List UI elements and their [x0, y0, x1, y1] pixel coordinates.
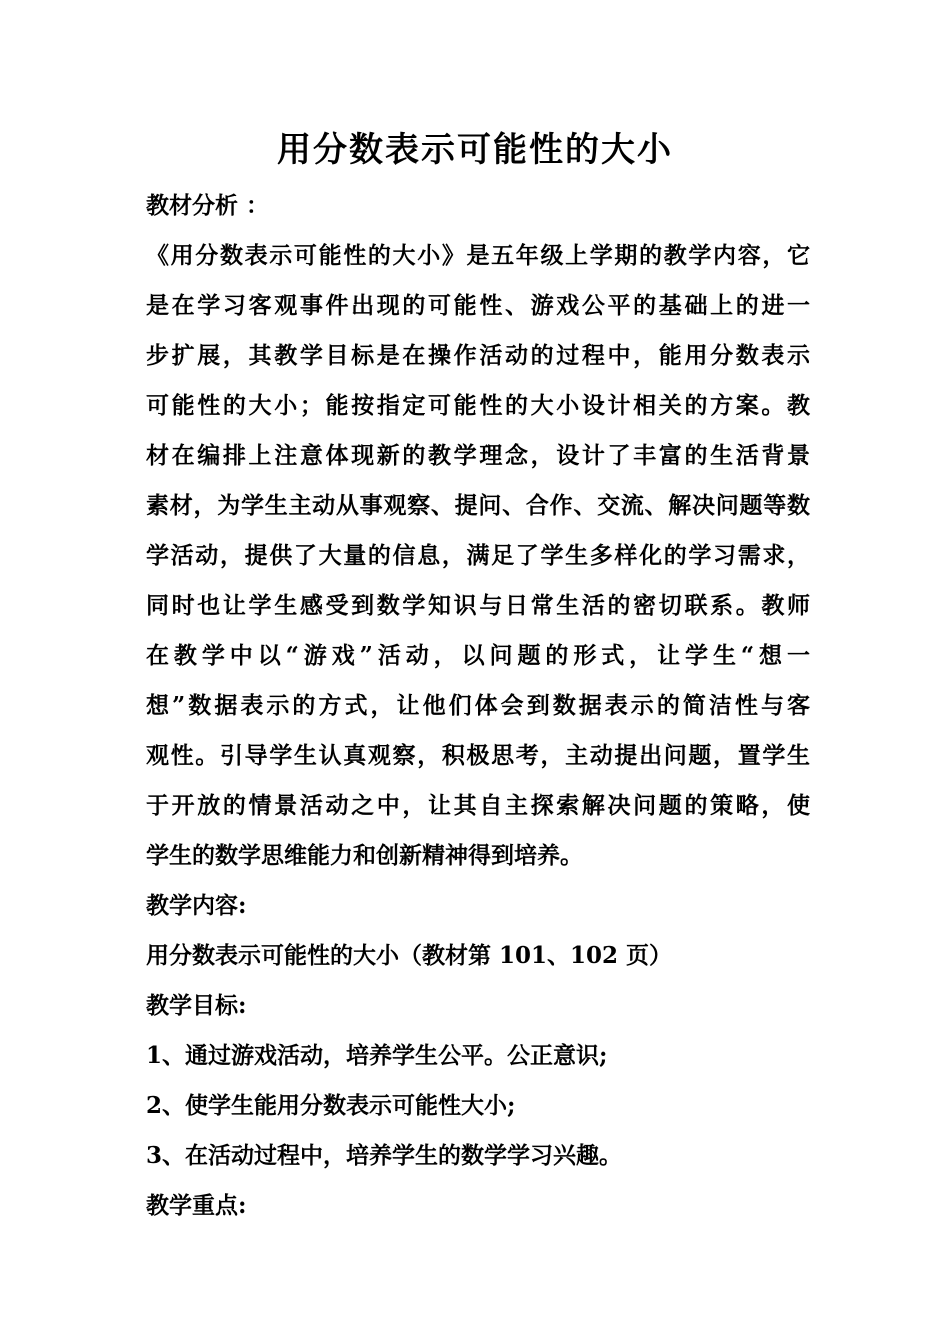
analysis-line: 想”数据表示的方式，让他们体会到数据表示的简洁性与客 [146, 692, 810, 719]
analysis-paragraph [146, 231, 810, 881]
analysis-line: 是在学习客观事件出现的可能性、游戏公平的基础上的进一 [146, 292, 810, 319]
analysis-line: 材在编排上注意体现新的教学理念，设计了丰富的生活背景 [146, 442, 810, 469]
goal-item: 2、使学生能用分数表示可能性大小; [146, 1092, 516, 1119]
document-body [146, 181, 810, 1231]
analysis-line: 学活动，提供了大量的信息，满足了学生多样化的学习需求， [146, 542, 810, 569]
content-text: 用分数表示可能性的大小（教材第 101、102 页） [146, 942, 673, 969]
analysis-line: 于开放的情景活动之中，让其自主探索解决问题的策略，使 [146, 792, 810, 819]
section-heading-goals: 教学目标: [146, 992, 247, 1019]
goal-item: 3、在活动过程中，培养学生的数学学习兴趣。 [146, 1142, 623, 1169]
goal-item: 1、通过游戏活动，培养学生公平。公正意识; [146, 1042, 608, 1069]
section-heading-analysis: 教材分析 ： [146, 192, 270, 219]
analysis-line: 素材，为学生主动从事观察、提问、合作、交流、解决问题等数 [146, 492, 810, 519]
analysis-line: 学生的数学思维能力和创新精神得到培养。 [146, 842, 583, 869]
section-heading-key-points: 教学重点: [146, 1192, 247, 1219]
analysis-line: 《用分数表示可能性的大小》是五年级上学期的教学内容，它 [146, 242, 810, 269]
analysis-line: 可能性的大小；能按指定可能性的大小设计相关的方案。教 [146, 392, 810, 419]
document-title: 用分数表示可能性的大小 [277, 130, 673, 170]
analysis-line: 观性。引导学生认真观察，积极思考，主动提出问题，置学生 [146, 742, 810, 769]
analysis-line: 在教学中以“游戏”活动，以问题的形式，让学生“想一 [146, 642, 810, 669]
analysis-line: 步扩展，其教学目标是在操作活动的过程中，能用分数表示 [146, 342, 810, 369]
analysis-line: 同时也让学生感受到数学知识与日常生活的密切联系。教师 [146, 592, 810, 619]
section-heading-content: 教学内容: [146, 892, 247, 919]
